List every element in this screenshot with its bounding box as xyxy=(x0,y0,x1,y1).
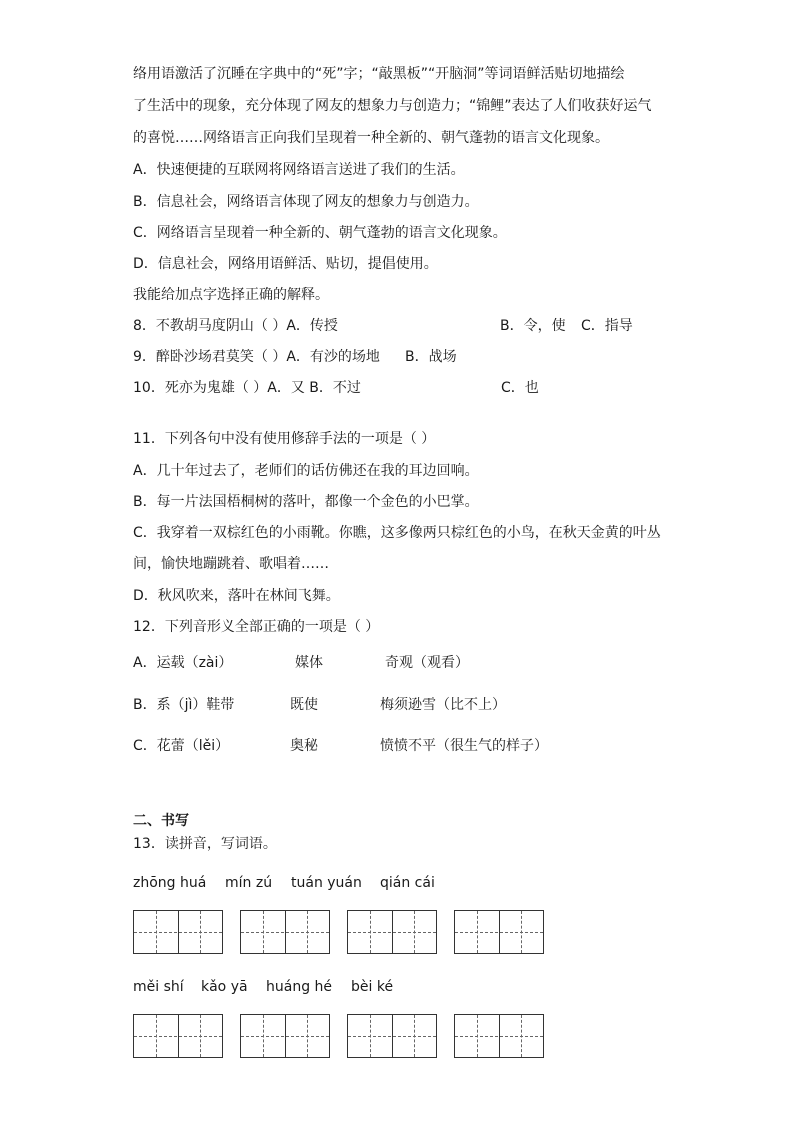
q11-stem: 11．下列各句中没有使用修辞手法的一项是（ ） xyxy=(133,431,436,447)
writing-grid-1[interactable] xyxy=(133,910,223,954)
q10-stem: 10．死亦为鬼雄（ ）A．又 B．不过 xyxy=(133,380,361,396)
writing-grid-2[interactable] xyxy=(240,910,330,954)
section-heading-writing: 二、书写 xyxy=(133,813,189,829)
passage-line-1: 络用语激活了沉睡在字典中的“死”字；“敲黑板”“开脑洞”等词语鲜活贴切地描绘 xyxy=(133,66,625,82)
q11-option-c-line-2[interactable]: 间，愉快地蹦跳着、歌唱着…… xyxy=(133,556,329,572)
q11-option-a[interactable]: A．几十年过去了，老师们的话仿佛还在我的耳边回响。 xyxy=(133,463,479,479)
q8-stem: 8．不教胡马度阴山（ ）A．传授 xyxy=(133,318,338,334)
passage-line-2: 了生活中的现象，充分体现了网友的想象力与创造力；“锦鲤”表达了人们收获好运气 xyxy=(133,98,652,114)
writing-grid-6[interactable] xyxy=(240,1014,330,1058)
pinyin-7: huáng hé xyxy=(266,979,333,995)
passage-line-3: 的喜悦……网络语言正向我们呈现着一种全新的、朝气蓬勃的语言文化现象。 xyxy=(133,130,609,146)
pinyin-2: mín zú xyxy=(225,875,273,891)
dot-word-instruction: 我能给加点字选择正确的解释。 xyxy=(133,287,329,303)
q11-option-d[interactable]: D．秋风吹来，落叶在林间飞舞。 xyxy=(133,588,340,604)
pinyin-5: měi shí xyxy=(133,979,184,995)
writing-grid-5[interactable] xyxy=(133,1014,223,1058)
q8-option-b[interactable]: B．令，使 xyxy=(500,318,566,334)
pinyin-1: zhōng huá xyxy=(133,875,207,891)
q12-option-b-word1[interactable]: B．系（jì）鞋带 xyxy=(133,697,235,713)
q7-option-d[interactable]: D．信息社会，网络用语鲜活、贴切，提倡使用。 xyxy=(133,256,438,272)
q12-option-c-word3: 愤愤不平（很生气的样子） xyxy=(380,738,548,754)
q12-option-a-word3: 奇观（观看） xyxy=(385,655,469,671)
writing-grid-3[interactable] xyxy=(347,910,437,954)
q12-option-c-word1[interactable]: C．花蕾（lěi） xyxy=(133,738,230,754)
q7-option-a[interactable]: A．快速便捷的互联网将网络语言送进了我们的生活。 xyxy=(133,162,465,178)
q12-stem: 12．下列音形义全部正确的一项是（ ） xyxy=(133,619,380,635)
pinyin-8: bèi ké xyxy=(351,979,394,995)
q9-stem: 9．醉卧沙场君莫笑（ ）A．有沙的场地 xyxy=(133,349,380,365)
q12-option-b-word3: 梅须逊雪（比不上） xyxy=(380,697,506,713)
q10-option-c[interactable]: C．也 xyxy=(501,380,539,396)
q11-option-c-line-1[interactable]: C．我穿着一双棕红色的小雨靴。你瞧，这多像两只棕红色的小鸟，在秋天金黄的叶丛 xyxy=(133,525,661,541)
pinyin-3: tuán yuán xyxy=(291,875,362,891)
q7-option-c[interactable]: C．网络语言呈现着一种全新的、朝气蓬勃的语言文化现象。 xyxy=(133,225,507,241)
q11-option-b[interactable]: B．每一片法国梧桐树的落叶，都像一个金色的小巴掌。 xyxy=(133,494,479,510)
writing-grid-7[interactable] xyxy=(347,1014,437,1058)
q7-option-b[interactable]: B．信息社会，网络语言体现了网友的想象力与创造力。 xyxy=(133,194,479,210)
pinyin-6: kǎo yā xyxy=(201,979,248,995)
q8-option-c[interactable]: C．指导 xyxy=(581,318,633,334)
writing-grid-8[interactable] xyxy=(454,1014,544,1058)
q12-option-b-word2: 既使 xyxy=(290,697,318,713)
q13-stem: 13．读拼音，写词语。 xyxy=(133,836,277,852)
q12-option-c-word2: 奥秘 xyxy=(290,738,318,754)
q9-option-b[interactable]: B．战场 xyxy=(405,349,457,365)
q12-option-a-word1[interactable]: A．运载（zài） xyxy=(133,655,233,671)
q12-option-a-word2: 媒体 xyxy=(295,655,323,671)
pinyin-4: qián cái xyxy=(380,875,435,891)
writing-grid-4[interactable] xyxy=(454,910,544,954)
